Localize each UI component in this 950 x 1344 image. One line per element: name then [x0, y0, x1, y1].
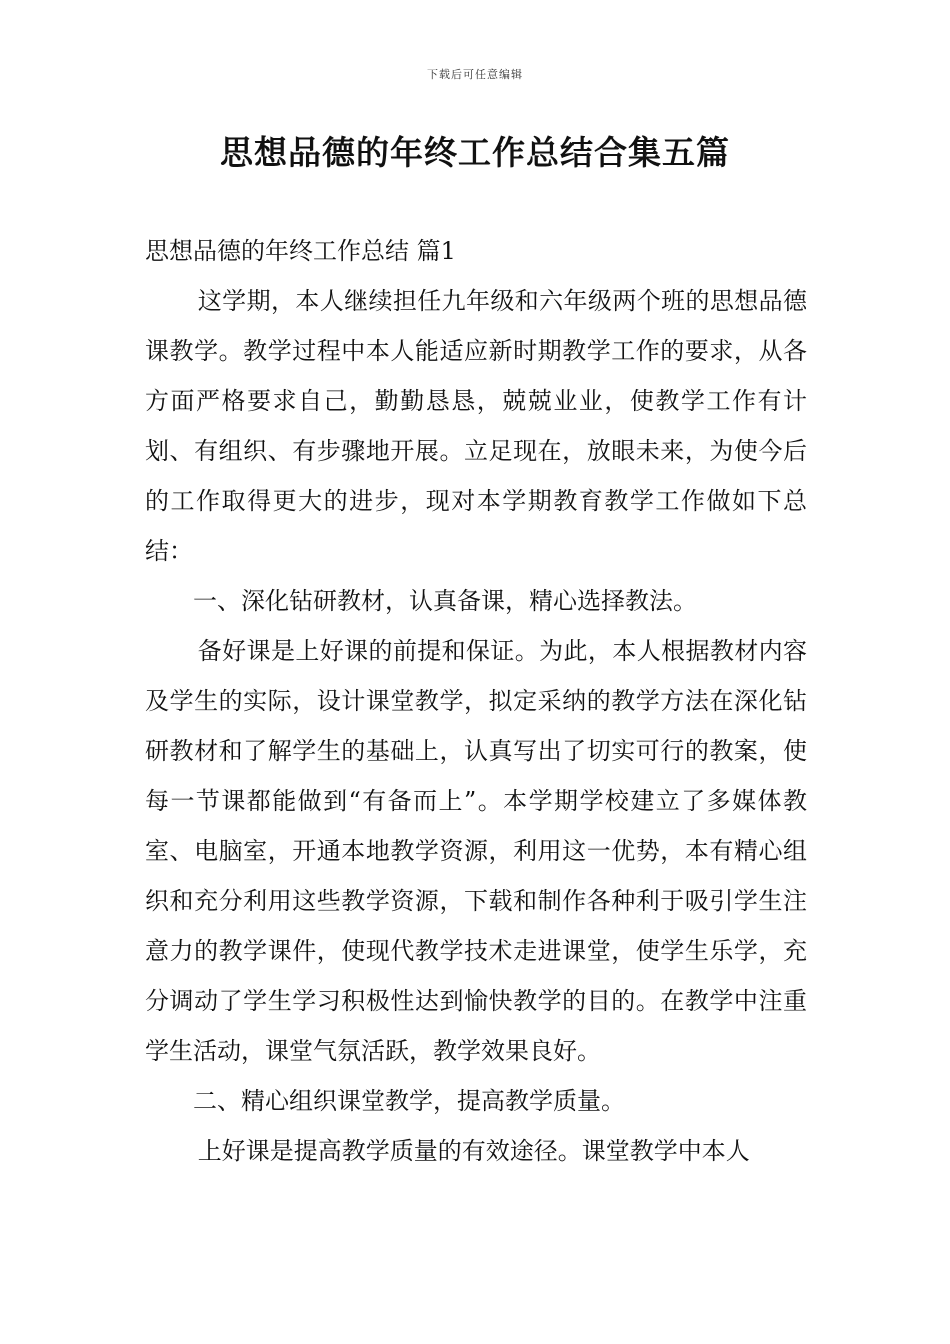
document-body — [145, 226, 807, 1176]
paragraph-point-two-heading: 二、精心组织课堂教学，提高教学质量。 — [193, 1087, 625, 1115]
paragraph-point-two-body: 上好课是提高教学质量的有效途径。课堂教学中本人 — [197, 1137, 750, 1165]
header-note: 下载后可任意编辑 — [427, 68, 523, 81]
paragraph-intro: 这学期，本人继续担任九年级和六年级两个班的思想品德课教学。教学过程中本人能适应新时期教学工作的要求，从各方面严格要求自己，勤勤恳恳，兢兢业业，使教学工作有计划、有组织、有步骤地开展。立足现在，放眼未来，为使今后的工作取得更大的进步，现对本学期教育教学工作做如下总结： — [145, 287, 807, 565]
paragraph-point-one-heading: 一、深化钻研教材，认真备课，精心选择教法。 — [193, 587, 697, 615]
section-heading: 思想品德的年终工作总结 篇1 — [145, 237, 456, 265]
paragraph-point-one-body: 备好课是上好课的前提和保证。为此，本人根据教材内容及学生的实际，设计课堂教学，拟定采纳的教学方法在深化钻研教材和了解学生的基础上，认真写出了切实可行的教案，使每一节课都能做到“有备而上”。本学期学校建立了多媒体教室、电脑室，开通本地教学资源，利用这一优势，本有精心组织和充分利用这些教学资源，下载和制作各种利于吸引学生注意力的教学课件，使现代教学技术走进课堂，使学生乐学，充分调动了学生学习积极性达到愉快教学的目的。在教学中注重学生活动，课堂气氛活跃，教学效果良好。 — [145, 637, 807, 1065]
document-title: 思想品德的年终工作总结合集五篇 — [220, 133, 730, 172]
